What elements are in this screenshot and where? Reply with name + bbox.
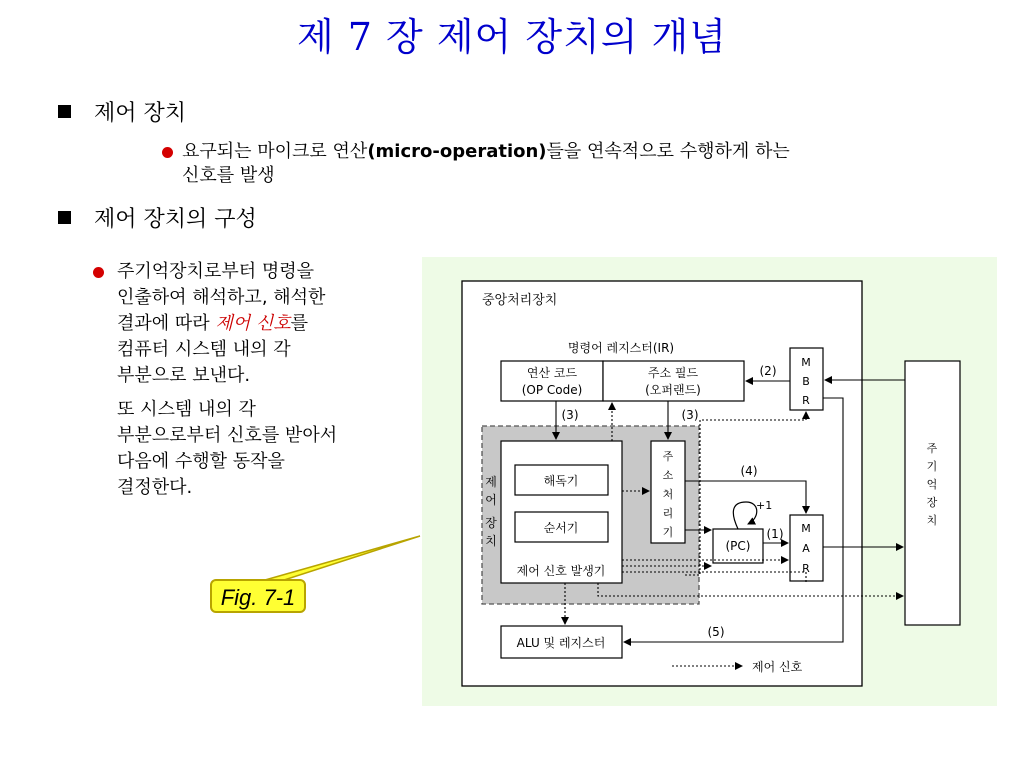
- para-line: 부분으로 보낸다.: [117, 365, 251, 386]
- memory-label: 주: [926, 442, 938, 455]
- address-processor-label: 기: [662, 526, 674, 539]
- page-title: 제 7 장 제어 장치의 개념: [297, 15, 727, 59]
- desc-line2: 신호를 발생: [182, 165, 275, 186]
- para-line: 다음에 수행할 동작을: [117, 451, 285, 472]
- para-line: 컴퓨터 시스템 내의 각: [117, 339, 291, 360]
- op-code-label: (OP Code): [521, 383, 583, 397]
- para-text: 를: [290, 313, 309, 334]
- pc-label: (PC): [725, 539, 751, 553]
- decoder-label: 해독기: [543, 474, 579, 488]
- mbr-letter: R: [802, 394, 810, 407]
- address-processor-label: 처: [662, 488, 674, 501]
- memory-label: 치: [926, 514, 938, 527]
- legend-control-signal: 제어 신호: [752, 660, 803, 674]
- ir-label: 명령어 레지스터(IR): [567, 341, 675, 355]
- desc-suffix: 들을 연속적으로 수행하게 하는: [546, 141, 790, 162]
- control-signal-emphasis: 제어 신호: [215, 313, 291, 334]
- para-line: 인출하여 해석하고, 해석한: [117, 287, 326, 308]
- step-label: (2): [759, 364, 777, 378]
- signal-generator-label: 제어 신호 발생기: [516, 564, 606, 578]
- mar-letter: R: [802, 562, 810, 575]
- bullet-control-unit: 제어 장치: [94, 101, 187, 126]
- address-processor-label: 주: [662, 450, 674, 463]
- step-label: (4): [740, 464, 758, 478]
- para-line: 주기억장치로부터 명령을: [117, 261, 314, 282]
- sequencer-label: 순서기: [543, 521, 579, 535]
- fig-callout: Fig. 7-1: [210, 579, 306, 613]
- plus-one-label: +1: [756, 499, 773, 512]
- desc-prefix: 요구되는 마이크로 연산: [182, 141, 368, 162]
- step-label: (3): [681, 408, 699, 422]
- mbr-letter: M: [801, 356, 811, 369]
- mar-letter: M: [801, 522, 811, 535]
- mbr-letter: B: [802, 375, 810, 388]
- para-text: 결과에 따라: [117, 313, 216, 334]
- para-line: 부분으로부터 신호를 받아서: [117, 425, 338, 446]
- step-label: (1): [766, 527, 784, 541]
- control-unit-label: 장: [485, 516, 497, 530]
- op-code-label: 연산 코드: [526, 366, 578, 380]
- memory-label: 기: [926, 460, 938, 473]
- alu-label: ALU 및 레지스터: [516, 636, 606, 650]
- desc-bold: (micro-operation): [367, 141, 547, 162]
- address-field-label: 주소 필드: [647, 366, 699, 380]
- memory-label: 장: [926, 496, 938, 509]
- cpu-label: 중앙처리장치: [482, 293, 558, 308]
- para-line: 또 시스템 내의 각: [117, 399, 256, 420]
- memory-label: 억: [926, 478, 938, 491]
- control-unit-label: 제: [485, 475, 497, 489]
- step-label: (3): [561, 408, 579, 422]
- address-field-label: (오퍼랜드): [645, 383, 701, 397]
- control-unit-label: 어: [485, 493, 497, 507]
- mar-letter: A: [802, 542, 810, 555]
- step-label: (5): [707, 625, 725, 639]
- main-memory-box: [905, 361, 960, 625]
- bullet-control-unit-structure: 제어 장치의 구성: [94, 207, 257, 232]
- para-line: 결정한다.: [117, 477, 193, 498]
- address-processor-label: 리: [662, 507, 674, 520]
- address-processor-label: 소: [662, 469, 674, 482]
- control-unit-label: 치: [485, 534, 497, 548]
